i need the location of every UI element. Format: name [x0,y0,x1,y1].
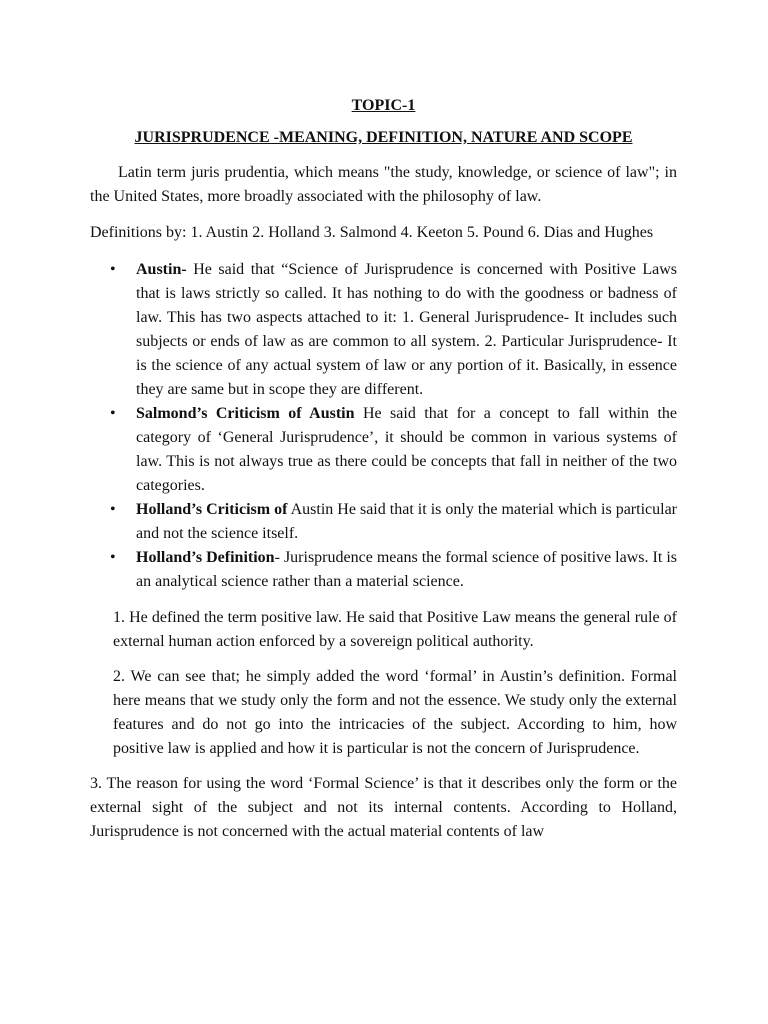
page-title: JURISPRUDENCE -MEANING, DEFINITION, NATURE AND SCOPE [134,129,633,146]
list-item-heading: Austin- [136,261,187,278]
list-item-heading: Salmond’s Criticism of Austin [136,405,355,422]
list-item [110,258,677,402]
list-item [110,546,677,594]
list-item-text: - Jurisprudence means the formal science of positive laws. It is an analytical science rather than a material science. [136,549,677,590]
definitions-list [90,258,677,594]
list-item-text: He said that for a concept to fall within the category of ‘General Jurisprudence’, it should be common in various systems of law. This is not always true as there could be concepts that fall in neither of the two categories. [136,405,677,494]
list-item-heading: Holland’s Definition [136,549,275,566]
point-2-paragraph: 2. We can see that; he simply added the word ‘formal’ in Austin’s definition. Formal here means that we study only the form and not the essence. We study only the external features and do not go into the intricacies of the subject. According to him, how positive law is applied and how it is particular is not the concern of Jurisprudence. [113,668,677,757]
document-body [90,94,677,844]
list-item-heading: Holland’s Criticism of [136,501,288,518]
bullet-icon: • [110,501,116,518]
list-item [110,402,677,498]
topic-heading: TOPIC-1 [351,97,416,114]
point-3-paragraph: 3. The reason for using the word ‘Formal Science’ is that it describes only the form or the external sight of the subject and not its internal contents. According to Holland, Jurisprudence is not concerned with the actual material contents of law [90,775,677,840]
bullet-icon: • [110,549,116,566]
bullet-icon: • [110,261,116,278]
definitions-paragraph: Definitions by: 1. Austin 2. Holland 3. Salmond 4. Keeton 5. Pound 6. Dias and Hughes [90,224,654,241]
bullet-icon: • [110,405,116,422]
intro-paragraph: Latin term juris prudentia, which means "the study, knowledge, or science of law"; in the United States, more broadly associated with the philosophy of law. [90,164,677,205]
list-item-text: Austin He said that it is only the material which is particular and not the science itself. [136,501,677,542]
point-1-paragraph: 1. He defined the term positive law. He said that Positive Law means the general rule of external human action enforced by a sovereign political authority. [113,609,677,650]
list-item [110,498,677,546]
list-item-text: He said that “Science of Jurisprudence is concerned with Positive Laws that is laws strictly so called. It has nothing to do with the goodness or badness of law. This has two aspects attached to it: 1. General Jurisprudence- It includes such subjects or ends of law as are common to all system. 2. Particular Jurisprudence- It is the science of any actual system of law or any portion of it. Basically, in essence they are same but in scope they are different. [136,261,677,398]
